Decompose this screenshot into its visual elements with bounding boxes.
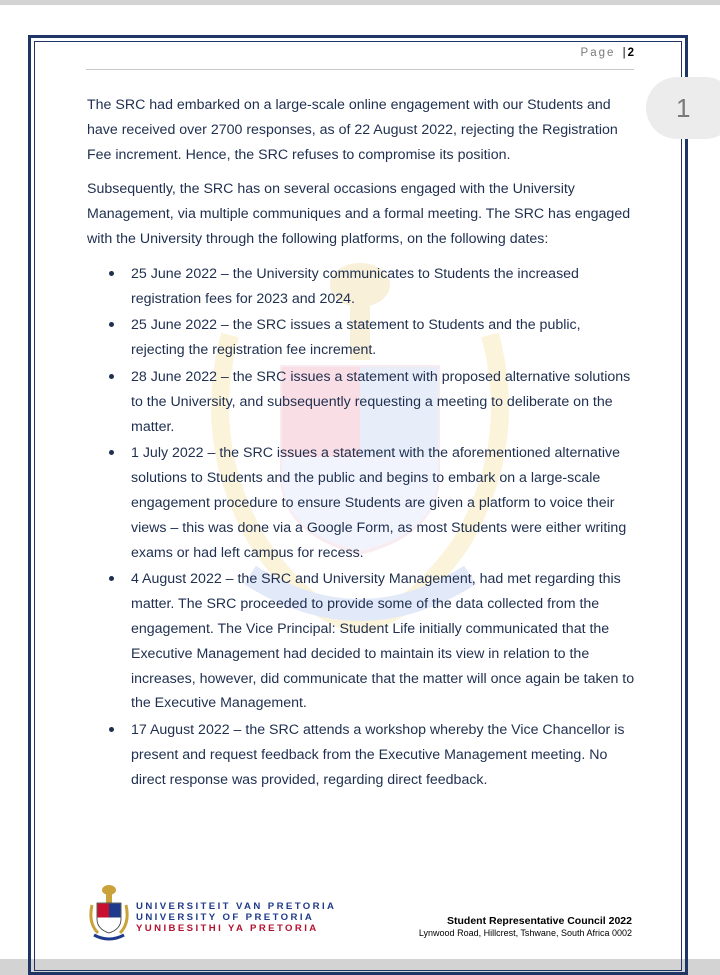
footer-contact <box>419 915 632 938</box>
page-word: Page <box>580 47 616 59</box>
list-item-text: 17 August 2022 – the SRC attends a workshop whereby the Vice Chancellor is present and request feedback from the Executive Management meeting. No direct response was provided, regarding direct feedback. <box>131 722 625 788</box>
list-item-text: 25 June 2022 – the University communicates to Students the increased registration fees for 2023 and 2024. <box>131 265 579 307</box>
paragraph-responses: The SRC had embarked on a large-scale online engagement with our Students and have received over 2700 responses, as of 22 August 2022, rejecting the Registration Fee increment. Hence, the SRC refuses to compromise its position. <box>87 97 618 163</box>
bullet-icon <box>109 271 114 276</box>
timeline-list <box>87 262 637 793</box>
university-name-english: UNIVERSITY OF PRETORIA <box>136 912 315 923</box>
list-item <box>87 567 637 716</box>
paragraph-engagement: Subsequently, the SRC has on several occasions engaged with the University Management, via multiple communiques and a formal meeting. The SRC has engaged with the University through the following platforms, on the following dates: <box>87 181 631 247</box>
list-item-text: 4 August 2022 – the SRC and University Management, had met regarding this matter. The SRC proceeded to provide some of the data collected from the engagement. The Vice Principal: Student Life initially communicated that the Executive Management had decided to maintain its view in relation to the increases, however, did communicate that the matter will once again be taken to the Executive Management. <box>131 571 635 712</box>
list-item <box>87 313 637 363</box>
page-indicator-badge <box>646 77 720 139</box>
bullet-icon <box>109 374 114 379</box>
page-separator: | <box>622 47 626 59</box>
list-item-text: 28 June 2022 – the SRC issues a statement with proposed alternative solutions to the University, and subsequently requesting a meeting to deliberate on the matter. <box>131 368 631 435</box>
list-item <box>87 718 637 792</box>
university-crest-logo <box>88 883 130 943</box>
list-item <box>87 262 637 312</box>
list-item-text: 1 July 2022 – the SRC issues a statement with the aforementioned alternative solutions to Students and the public and begins to embark on a large-scale engagement procedure to ensure Students are given a platform to voice their views – this was done via a Google Form, as most Students were either writing exams or had left campus for recess. <box>131 445 627 561</box>
list-item <box>87 365 637 439</box>
university-name-sepedi: YUNIBESITHI YA PRETORIA <box>136 923 319 934</box>
bullet-icon <box>109 450 114 455</box>
page-number: 2 <box>627 47 634 59</box>
list-item-text: 25 June 2022 – the SRC issues a statement to Students and the public, rejecting the registration fee increment. <box>131 317 581 359</box>
footer-address: Lynwood Road, Hillcrest, Tshwane, South Africa 0002 <box>418 928 632 938</box>
bullet-icon <box>109 576 114 581</box>
university-name-afrikaans: UNIVERSITEIT VAN PRETORIA <box>136 901 337 912</box>
footer-organisation: Student Representative Council 2022 <box>447 915 632 927</box>
bullet-icon <box>109 727 114 732</box>
document-body <box>87 93 637 795</box>
page-indicator-label: 1 <box>676 92 691 123</box>
list-item <box>87 441 637 565</box>
document-page <box>0 5 720 959</box>
bullet-icon <box>109 322 114 327</box>
university-names <box>136 901 336 934</box>
page-header <box>86 47 634 70</box>
